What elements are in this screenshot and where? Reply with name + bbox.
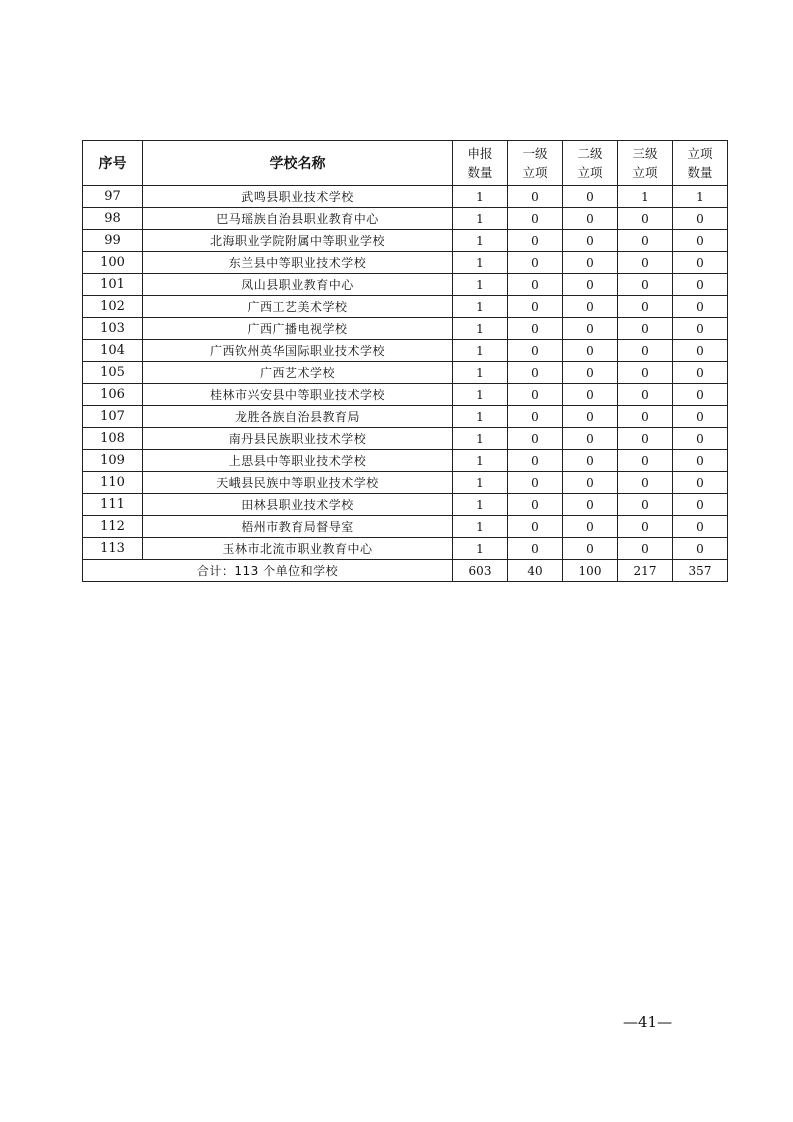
header-line: 三级 bbox=[632, 146, 658, 161]
level3-approved-cell: 0 bbox=[618, 318, 673, 340]
level2-approved-cell: 0 bbox=[563, 252, 618, 274]
declared-count-cell: 1 bbox=[453, 252, 508, 274]
level1-approved-cell: 0 bbox=[508, 230, 563, 252]
level1-approved-cell: 0 bbox=[508, 450, 563, 472]
table-row bbox=[83, 494, 728, 516]
level2-approved-cell: 0 bbox=[563, 450, 618, 472]
level2-approved-cell: 0 bbox=[563, 538, 618, 560]
level2-approved-cell: 0 bbox=[563, 274, 618, 296]
level2-approved-cell: 0 bbox=[563, 208, 618, 230]
declared-count-cell: 1 bbox=[453, 406, 508, 428]
approved-count-cell: 0 bbox=[673, 230, 728, 252]
serial-number-cell: 98 bbox=[83, 208, 143, 230]
table-row bbox=[83, 186, 728, 208]
level3-approved-cell: 0 bbox=[618, 340, 673, 362]
level2-approved-cell: 0 bbox=[563, 296, 618, 318]
total-row bbox=[83, 560, 728, 582]
school-name-cell: 龙胜各族自治县教育局 bbox=[143, 406, 453, 428]
declared-count-cell: 1 bbox=[453, 362, 508, 384]
declared-count-cell: 1 bbox=[453, 274, 508, 296]
level2-approved-cell: 0 bbox=[563, 362, 618, 384]
table-row bbox=[83, 274, 728, 296]
school-name-cell: 东兰县中等职业技术学校 bbox=[143, 252, 453, 274]
declared-count-cell: 1 bbox=[453, 230, 508, 252]
table-row bbox=[83, 516, 728, 538]
header-line: 数量 bbox=[687, 165, 713, 180]
level3-approved-cell: 0 bbox=[618, 516, 673, 538]
serial-number-cell: 99 bbox=[83, 230, 143, 252]
serial-number-cell: 104 bbox=[83, 340, 143, 362]
project-approval-table bbox=[82, 140, 728, 582]
approved-count-cell: 1 bbox=[673, 186, 728, 208]
level2-approved-cell: 0 bbox=[563, 340, 618, 362]
header-level3-approved bbox=[618, 141, 673, 186]
level1-approved-cell: 0 bbox=[508, 318, 563, 340]
declared-count-cell: 1 bbox=[453, 428, 508, 450]
declared-count-cell: 1 bbox=[453, 318, 508, 340]
total-declared: 603 bbox=[453, 560, 508, 582]
approved-count-cell: 0 bbox=[673, 406, 728, 428]
approved-count-cell: 0 bbox=[673, 362, 728, 384]
total-level3: 217 bbox=[618, 560, 673, 582]
header-line: 立项 bbox=[632, 165, 658, 180]
level3-approved-cell: 0 bbox=[618, 230, 673, 252]
serial-number-cell: 110 bbox=[83, 472, 143, 494]
header-school-name: 学校名称 bbox=[143, 141, 453, 186]
table-row bbox=[83, 230, 728, 252]
table-row bbox=[83, 252, 728, 274]
approved-count-cell: 0 bbox=[673, 516, 728, 538]
level1-approved-cell: 0 bbox=[508, 340, 563, 362]
declared-count-cell: 1 bbox=[453, 516, 508, 538]
table-row bbox=[83, 208, 728, 230]
declared-count-cell: 1 bbox=[453, 208, 508, 230]
header-level2-approved bbox=[563, 141, 618, 186]
table-row bbox=[83, 538, 728, 560]
page-number: —41— bbox=[623, 1013, 673, 1031]
level1-approved-cell: 0 bbox=[508, 406, 563, 428]
approved-count-cell: 0 bbox=[673, 472, 728, 494]
level2-approved-cell: 0 bbox=[563, 406, 618, 428]
school-name-cell: 南丹县民族职业技术学校 bbox=[143, 428, 453, 450]
header-line: 立项 bbox=[577, 165, 603, 180]
serial-number-cell: 105 bbox=[83, 362, 143, 384]
serial-number-cell: 113 bbox=[83, 538, 143, 560]
table-row bbox=[83, 296, 728, 318]
serial-number-cell: 100 bbox=[83, 252, 143, 274]
school-name-cell: 天峨县民族中等职业技术学校 bbox=[143, 472, 453, 494]
total-label: 合计：113 个单位和学校 bbox=[83, 560, 453, 582]
serial-number-cell: 102 bbox=[83, 296, 143, 318]
school-name-cell: 武鸣县职业技术学校 bbox=[143, 186, 453, 208]
header-level1-approved bbox=[508, 141, 563, 186]
table-row bbox=[83, 428, 728, 450]
approved-count-cell: 0 bbox=[673, 274, 728, 296]
serial-number-cell: 111 bbox=[83, 494, 143, 516]
school-name-cell: 梧州市教育局督导室 bbox=[143, 516, 453, 538]
declared-count-cell: 1 bbox=[453, 384, 508, 406]
level3-approved-cell: 0 bbox=[618, 274, 673, 296]
level1-approved-cell: 0 bbox=[508, 274, 563, 296]
header-line: 立项 bbox=[522, 165, 548, 180]
level1-approved-cell: 0 bbox=[508, 472, 563, 494]
total-level1: 40 bbox=[508, 560, 563, 582]
level3-approved-cell: 0 bbox=[618, 362, 673, 384]
approved-count-cell: 0 bbox=[673, 450, 728, 472]
serial-number-cell: 103 bbox=[83, 318, 143, 340]
table-header bbox=[83, 141, 728, 186]
header-line: 申报 bbox=[467, 146, 493, 161]
level3-approved-cell: 0 bbox=[618, 208, 673, 230]
level1-approved-cell: 0 bbox=[508, 516, 563, 538]
school-name-cell: 玉林市北流市职业教育中心 bbox=[143, 538, 453, 560]
header-serial-number: 序号 bbox=[83, 141, 143, 186]
school-name-cell: 广西工艺美术学校 bbox=[143, 296, 453, 318]
header-approved-count bbox=[673, 141, 728, 186]
school-name-cell: 广西钦州英华国际职业技术学校 bbox=[143, 340, 453, 362]
table-row bbox=[83, 362, 728, 384]
declared-count-cell: 1 bbox=[453, 296, 508, 318]
serial-number-cell: 107 bbox=[83, 406, 143, 428]
approved-count-cell: 0 bbox=[673, 296, 728, 318]
school-name-cell: 广西广播电视学校 bbox=[143, 318, 453, 340]
level3-approved-cell: 0 bbox=[618, 494, 673, 516]
level2-approved-cell: 0 bbox=[563, 472, 618, 494]
table-body bbox=[83, 186, 728, 582]
level3-approved-cell: 0 bbox=[618, 406, 673, 428]
level2-approved-cell: 0 bbox=[563, 494, 618, 516]
school-name-cell: 桂林市兴安县中等职业技术学校 bbox=[143, 384, 453, 406]
table-row bbox=[83, 340, 728, 362]
level2-approved-cell: 0 bbox=[563, 384, 618, 406]
table-row bbox=[83, 406, 728, 428]
header-line: 数量 bbox=[467, 165, 493, 180]
table-row bbox=[83, 450, 728, 472]
level1-approved-cell: 0 bbox=[508, 252, 563, 274]
level1-approved-cell: 0 bbox=[508, 538, 563, 560]
table-row bbox=[83, 472, 728, 494]
level3-approved-cell: 1 bbox=[618, 186, 673, 208]
level1-approved-cell: 0 bbox=[508, 384, 563, 406]
header-line: 一级 bbox=[522, 146, 548, 161]
level3-approved-cell: 0 bbox=[618, 538, 673, 560]
serial-number-cell: 112 bbox=[83, 516, 143, 538]
level3-approved-cell: 0 bbox=[618, 428, 673, 450]
school-name-cell: 上思县中等职业技术学校 bbox=[143, 450, 453, 472]
school-name-cell: 巴马瑶族自治县职业教育中心 bbox=[143, 208, 453, 230]
level3-approved-cell: 0 bbox=[618, 384, 673, 406]
table-row bbox=[83, 384, 728, 406]
level3-approved-cell: 0 bbox=[618, 472, 673, 494]
serial-number-cell: 106 bbox=[83, 384, 143, 406]
declared-count-cell: 1 bbox=[453, 472, 508, 494]
school-name-cell: 广西艺术学校 bbox=[143, 362, 453, 384]
approved-count-cell: 0 bbox=[673, 494, 728, 516]
serial-number-cell: 108 bbox=[83, 428, 143, 450]
level1-approved-cell: 0 bbox=[508, 296, 563, 318]
total-level2: 100 bbox=[563, 560, 618, 582]
level3-approved-cell: 0 bbox=[618, 296, 673, 318]
table-row bbox=[83, 318, 728, 340]
level2-approved-cell: 0 bbox=[563, 186, 618, 208]
level1-approved-cell: 0 bbox=[508, 494, 563, 516]
school-name-cell: 田林县职业技术学校 bbox=[143, 494, 453, 516]
declared-count-cell: 1 bbox=[453, 450, 508, 472]
approved-count-cell: 0 bbox=[673, 428, 728, 450]
declared-count-cell: 1 bbox=[453, 186, 508, 208]
level3-approved-cell: 0 bbox=[618, 252, 673, 274]
serial-number-cell: 97 bbox=[83, 186, 143, 208]
approved-count-cell: 0 bbox=[673, 340, 728, 362]
serial-number-cell: 101 bbox=[83, 274, 143, 296]
header-line: 二级 bbox=[577, 146, 603, 161]
header-row bbox=[83, 141, 728, 186]
level2-approved-cell: 0 bbox=[563, 318, 618, 340]
level1-approved-cell: 0 bbox=[508, 208, 563, 230]
level3-approved-cell: 0 bbox=[618, 450, 673, 472]
declared-count-cell: 1 bbox=[453, 340, 508, 362]
school-name-cell: 北海职业学院附属中等职业学校 bbox=[143, 230, 453, 252]
approved-count-cell: 0 bbox=[673, 208, 728, 230]
school-name-cell: 凤山县职业教育中心 bbox=[143, 274, 453, 296]
approved-count-cell: 0 bbox=[673, 252, 728, 274]
level1-approved-cell: 0 bbox=[508, 186, 563, 208]
level1-approved-cell: 0 bbox=[508, 428, 563, 450]
header-line: 立项 bbox=[687, 146, 713, 161]
declared-count-cell: 1 bbox=[453, 538, 508, 560]
level1-approved-cell: 0 bbox=[508, 362, 563, 384]
header-declared-count bbox=[453, 141, 508, 186]
declared-count-cell: 1 bbox=[453, 494, 508, 516]
approved-count-cell: 0 bbox=[673, 318, 728, 340]
approved-count-cell: 0 bbox=[673, 538, 728, 560]
serial-number-cell: 109 bbox=[83, 450, 143, 472]
level2-approved-cell: 0 bbox=[563, 428, 618, 450]
total-approved: 357 bbox=[673, 560, 728, 582]
approved-count-cell: 0 bbox=[673, 384, 728, 406]
level2-approved-cell: 0 bbox=[563, 230, 618, 252]
level2-approved-cell: 0 bbox=[563, 516, 618, 538]
